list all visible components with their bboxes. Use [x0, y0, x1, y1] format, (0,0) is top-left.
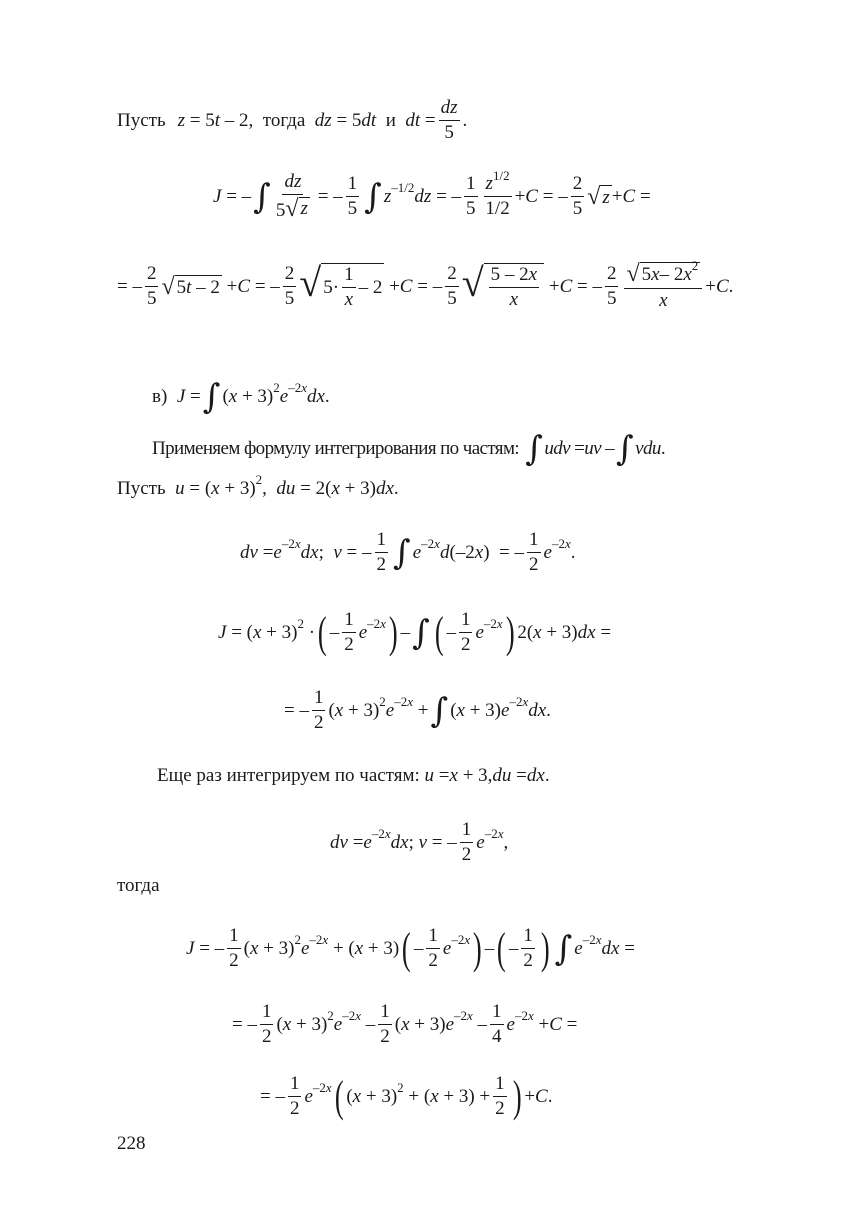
substitution-u-line: Пусть u = ( x + 3) 2 , du = 2( x + 3) dx .	[117, 472, 399, 499]
page-number: 228	[117, 1133, 146, 1154]
formula-dv-v-2: dv = e –2x dx ; v = – $\frac{1}{2}$ e –2x ,	[330, 819, 509, 865]
formula-dv-v: dv = e –2x dx ; v = – $\frac{1}{2}$ ∫ e –2x d (–2 x ) = – $\frac{1}{2}$ e –2x .	[240, 529, 576, 575]
text-again: Еще раз интегрируем по частям:	[157, 765, 420, 786]
formula-J-parts-3: J = – $\frac{1}{2}$ ( x + 3) 2 e –2x + ( x + 3) ( – $\frac{1}{2}$ e –2x ) – ( – $\frac{1}{2}$ ) ∫ e –2x dx =	[186, 923, 635, 973]
text-pust-2: Пусть	[117, 478, 166, 499]
text-i: и	[385, 109, 396, 131]
item-v-label: в)	[152, 386, 168, 407]
text-togda-2: тогда	[117, 875, 160, 896]
formula-J-substitution: J = – ∫ dz 5 √ z = – $\frac{1}{5}$ ∫ z –1/2 dz = – $\frac{1}{5}$ $\frac{z^{1/2}}{1/2}$ + C = – $\frac{2}{5}$ √ z + C =	[213, 168, 651, 222]
text-apply-formula: Применяем формулу интегрирования по частям:	[152, 438, 520, 459]
formula-J-result: = – $\frac{2}{5}$ √ 5 t – 2 + C = – $\frac{2}{5}$ √ 5· $\frac{1}{x}$ – 2 + C = – $\frac{2}{5}$ √ $\frac{5 - 2x}{x}$ + C = – $\frac{2}{5}$ √ 5 x – 2 x 2 x + C .	[117, 257, 734, 311]
formula-J-final: = – $\frac{1}{2}$ e –2x ( ( x + 3) 2 + ( x + 3) + $\frac{1}{2}$ ) + C .	[260, 1071, 553, 1121]
parts-formula-line: Применяем формулу интегрирования по частям: ∫ udv = uv – ∫ vdu .	[152, 429, 665, 469]
text-pust: Пусть	[117, 109, 166, 131]
formula-J-parts-2: = – $\frac{1}{2}$ ( x + 3) 2 e –2x + ∫ ( x + 3) e –2x dx .	[284, 687, 551, 733]
formula-J-parts-1: J = ( x + 3) 2 · ( – $\frac{1}{2}$ e –2x ) – ∫ ( – $\frac{1}{2}$ e –2x ) 2( x + 3) dx =	[218, 607, 612, 657]
text-togda: тогда	[262, 109, 306, 131]
formula-J-parts-4: = – $\frac{1}{2}$ ( x + 3) 2 e –2x – $\frac{1}{2}$ ( x + 3) e –2x – $\frac{1}{4}$ e –2x + C =	[232, 1001, 578, 1047]
substitution-line: Пусть z = 5 t – 2, тогда dz = 5 dt и dt = $\frac{dz}{5}$ .	[117, 97, 468, 143]
item-v-formula: в) J = ∫ ( x + 3) 2 e –2x dx .	[152, 377, 330, 417]
again-parts-line: Еще раз интегрируем по частям: u = x + 3, du = dx .	[157, 765, 550, 786]
